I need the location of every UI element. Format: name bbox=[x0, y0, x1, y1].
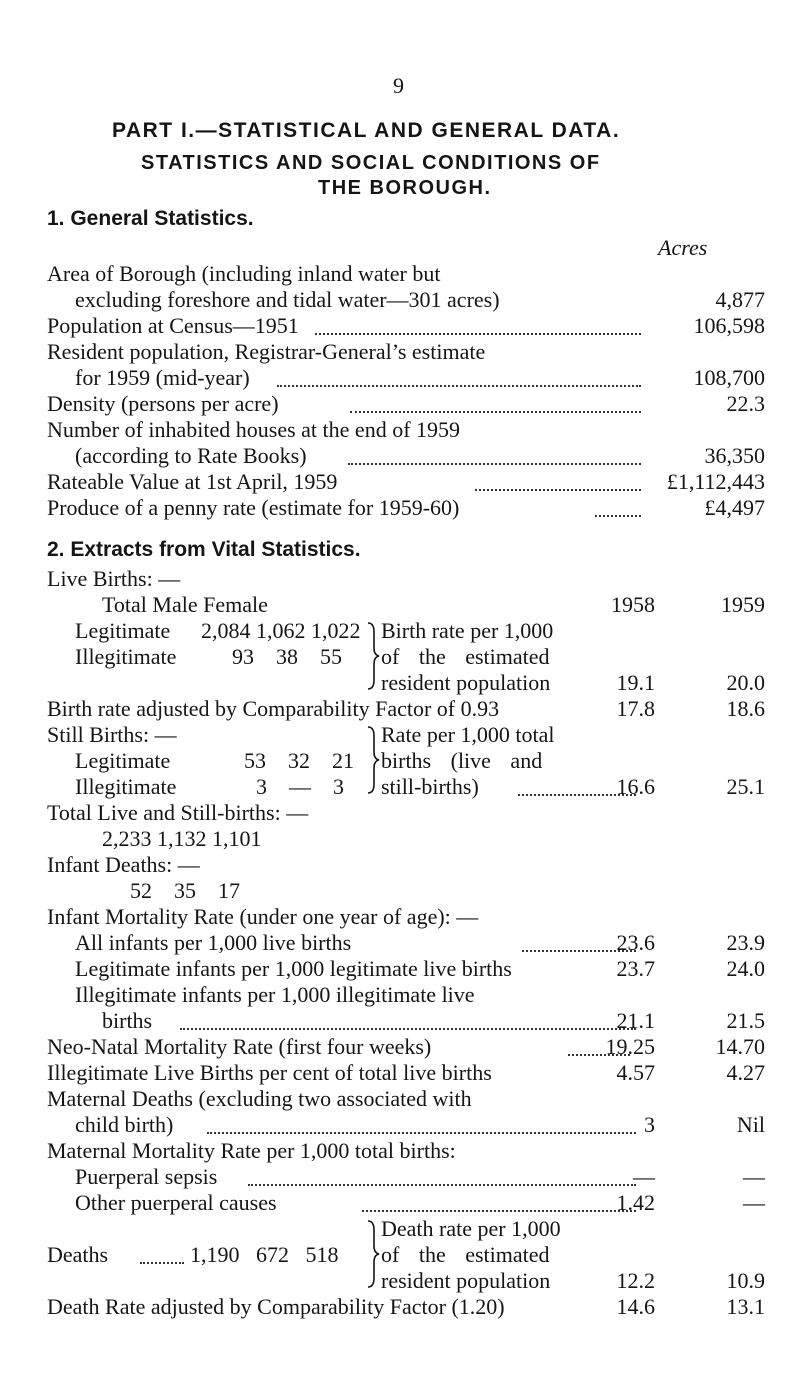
rateable-label: Rateable Value at 1st April, 1959 bbox=[47, 469, 338, 494]
maternal-deaths-1958: 3 bbox=[644, 1112, 655, 1137]
imr-all-1958: 23.6 bbox=[616, 930, 655, 955]
leader-dots bbox=[595, 515, 641, 517]
illegitimate-values: 93 38 55 bbox=[232, 644, 342, 669]
illegitimate-percent-label: Illegitimate Live Births per cent of total live births bbox=[47, 1060, 492, 1085]
still-rate-1959: 25.1 bbox=[726, 774, 765, 799]
death-rate-label-2: of the estimated bbox=[381, 1242, 550, 1267]
penny-rate-label: Produce of a penny rate (estimate for 1959-60) bbox=[47, 495, 460, 520]
illegitimate-percent-1958: 4.57 bbox=[616, 1060, 655, 1085]
houses-value: 36,350 bbox=[704, 443, 765, 468]
imr-illegitimate-1958: 21.1 bbox=[616, 1008, 655, 1033]
birth-rate-label-3: resident population bbox=[381, 670, 551, 695]
adjusted-birth-rate-label: Birth rate adjusted by Comparability Factor of 0.93 bbox=[47, 696, 500, 721]
maternal-deaths-1959: Nil bbox=[736, 1112, 765, 1137]
live-births-label: Live Births: — bbox=[47, 566, 181, 591]
area-label-1: Area of Borough (including inland water but bbox=[47, 261, 441, 286]
infant-deaths-values: 52 35 17 bbox=[130, 878, 240, 903]
acres-header: Acres bbox=[658, 235, 708, 260]
leader-dots bbox=[207, 1132, 636, 1134]
houses-label-2: (according to Rate Books) bbox=[75, 443, 307, 468]
death-rate-label-3: resident population bbox=[381, 1268, 551, 1293]
imr-legitimate-1958: 23.7 bbox=[616, 956, 655, 981]
houses-label-1: Number of inhabited houses at the end of 1959 bbox=[47, 417, 461, 442]
page-number: 9 bbox=[393, 73, 404, 98]
section-title-line-1: STATISTICS AND SOCIAL CONDITIONS OF bbox=[141, 152, 601, 174]
still-births-label: Still Births: — bbox=[47, 722, 177, 747]
still-legitimate-label: Legitimate bbox=[75, 748, 171, 773]
total-live-still-label: Total Live and Still-births: — bbox=[47, 800, 309, 825]
resident-label-1: Resident population, Registrar-General’s estimate bbox=[47, 339, 486, 364]
illegitimate-label: Illegitimate bbox=[75, 644, 177, 669]
area-value: 4,877 bbox=[715, 287, 765, 312]
deaths-label: Deaths bbox=[47, 1242, 109, 1267]
still-rate-label-3: still-births) bbox=[381, 774, 479, 799]
part-title: PART I.—STATISTICAL AND GENERAL DATA. bbox=[112, 119, 621, 142]
maternal-deaths-label-1: Maternal Deaths (excluding two associated with bbox=[47, 1086, 472, 1111]
year-1959-header: 1959 bbox=[721, 592, 765, 617]
other-puerperal-label: Other puerperal causes bbox=[75, 1190, 277, 1215]
brace-icon bbox=[366, 1220, 380, 1288]
imr-illegitimate-label-2: births bbox=[102, 1008, 153, 1033]
section-title-line-2: THE BOROUGH. bbox=[318, 177, 492, 199]
general-statistics-heading: 1. General Statistics. bbox=[47, 207, 254, 230]
imr-all-label: All infants per 1,000 live births bbox=[75, 930, 352, 955]
rateable-value: £1,112,443 bbox=[666, 469, 765, 494]
imr-all-1959: 23.9 bbox=[726, 930, 765, 955]
deaths-values: 1,190 672 518 bbox=[190, 1242, 339, 1267]
leader-dots bbox=[180, 1028, 636, 1030]
brace-icon bbox=[366, 726, 380, 794]
birth-rate-label-1: Birth rate per 1,000 bbox=[381, 618, 554, 643]
imr-legitimate-1959: 24.0 bbox=[726, 956, 765, 981]
penny-rate-value: £4,497 bbox=[704, 495, 765, 520]
leader-dots bbox=[362, 1210, 636, 1212]
legitimate-values: 2,084 1,062 1,022 bbox=[201, 618, 361, 643]
leader-dots bbox=[140, 1262, 184, 1264]
adjusted-death-rate-1958: 14.6 bbox=[616, 1294, 655, 1319]
still-rate-1958: 16.6 bbox=[616, 774, 655, 799]
death-rate-label-1: Death rate per 1,000 bbox=[381, 1216, 561, 1241]
other-puerperal-1959: — bbox=[743, 1190, 765, 1215]
adjusted-birth-rate-1959: 18.6 bbox=[726, 696, 765, 721]
imr-legitimate-label: Legitimate infants per 1,000 legitimate live births bbox=[75, 956, 512, 981]
illegitimate-percent-1959: 4.27 bbox=[726, 1060, 765, 1085]
column-header: Total Male Female bbox=[102, 592, 268, 617]
brace-icon bbox=[366, 622, 380, 690]
leader-dots bbox=[348, 463, 641, 465]
total-live-still-values: 2,233 1,132 1,101 bbox=[102, 826, 262, 851]
adjusted-death-rate-label: Death Rate adjusted by Comparability Factor (1.20) bbox=[47, 1294, 505, 1319]
vital-statistics-heading: 2. Extracts from Vital Statistics. bbox=[47, 538, 361, 561]
birth-rate-1958: 19.1 bbox=[616, 670, 655, 695]
other-puerperal-1958: 1.42 bbox=[616, 1190, 655, 1215]
maternal-deaths-label-2: child birth) bbox=[75, 1112, 174, 1137]
resident-label-2: for 1959 (mid-year) bbox=[75, 365, 250, 390]
leader-dots bbox=[277, 385, 641, 387]
area-label-2: excluding foreshore and tidal water—301 acres) bbox=[75, 287, 500, 312]
density-value: 22.3 bbox=[726, 391, 765, 416]
birth-rate-1959: 20.0 bbox=[726, 670, 765, 695]
still-rate-label-1: Rate per 1,000 total bbox=[381, 722, 555, 747]
year-1958-header: 1958 bbox=[611, 592, 655, 617]
neonatal-label: Neo-Natal Mortality Rate (first four weeks) bbox=[47, 1034, 432, 1059]
census-label: Population at Census—1951 bbox=[47, 313, 299, 338]
resident-value: 108,700 bbox=[693, 365, 765, 390]
still-illegitimate-values: 3 — 3 bbox=[256, 774, 344, 799]
puerperal-sepsis-label: Puerperal sepsis bbox=[75, 1164, 218, 1189]
death-rate-1959: 10.9 bbox=[726, 1268, 765, 1293]
birth-rate-label-2: of the estimated bbox=[381, 644, 550, 669]
maternal-mortality-heading: Maternal Mortality Rate per 1,000 total births: bbox=[47, 1138, 456, 1163]
imr-illegitimate-label-1: Illegitimate infants per 1,000 illegitimate live bbox=[75, 982, 475, 1007]
imr-illegitimate-1959: 21.5 bbox=[726, 1008, 765, 1033]
leader-dots bbox=[248, 1184, 636, 1186]
infant-mortality-heading: Infant Mortality Rate (under one year of age): — bbox=[47, 904, 479, 929]
legitimate-label: Legitimate bbox=[75, 618, 171, 643]
leader-dots bbox=[350, 411, 641, 413]
neonatal-1959: 14.70 bbox=[715, 1034, 765, 1059]
still-illegitimate-label: Illegitimate bbox=[75, 774, 177, 799]
puerperal-sepsis-1958: — bbox=[633, 1164, 655, 1189]
adjusted-death-rate-1959: 13.1 bbox=[726, 1294, 765, 1319]
still-legitimate-values: 53 32 21 bbox=[244, 748, 354, 773]
leader-dots bbox=[475, 489, 641, 491]
leader-dots bbox=[315, 333, 641, 335]
census-value: 106,598 bbox=[693, 313, 765, 338]
still-rate-label-2: births (live and bbox=[381, 748, 543, 773]
adjusted-birth-rate-1958: 17.8 bbox=[616, 696, 655, 721]
puerperal-sepsis-1959: — bbox=[743, 1164, 765, 1189]
infant-deaths-label: Infant Deaths: — bbox=[47, 852, 200, 877]
density-label: Density (persons per acre) bbox=[47, 391, 279, 416]
death-rate-1958: 12.2 bbox=[616, 1268, 655, 1293]
neonatal-1958: 19.25 bbox=[605, 1034, 655, 1059]
